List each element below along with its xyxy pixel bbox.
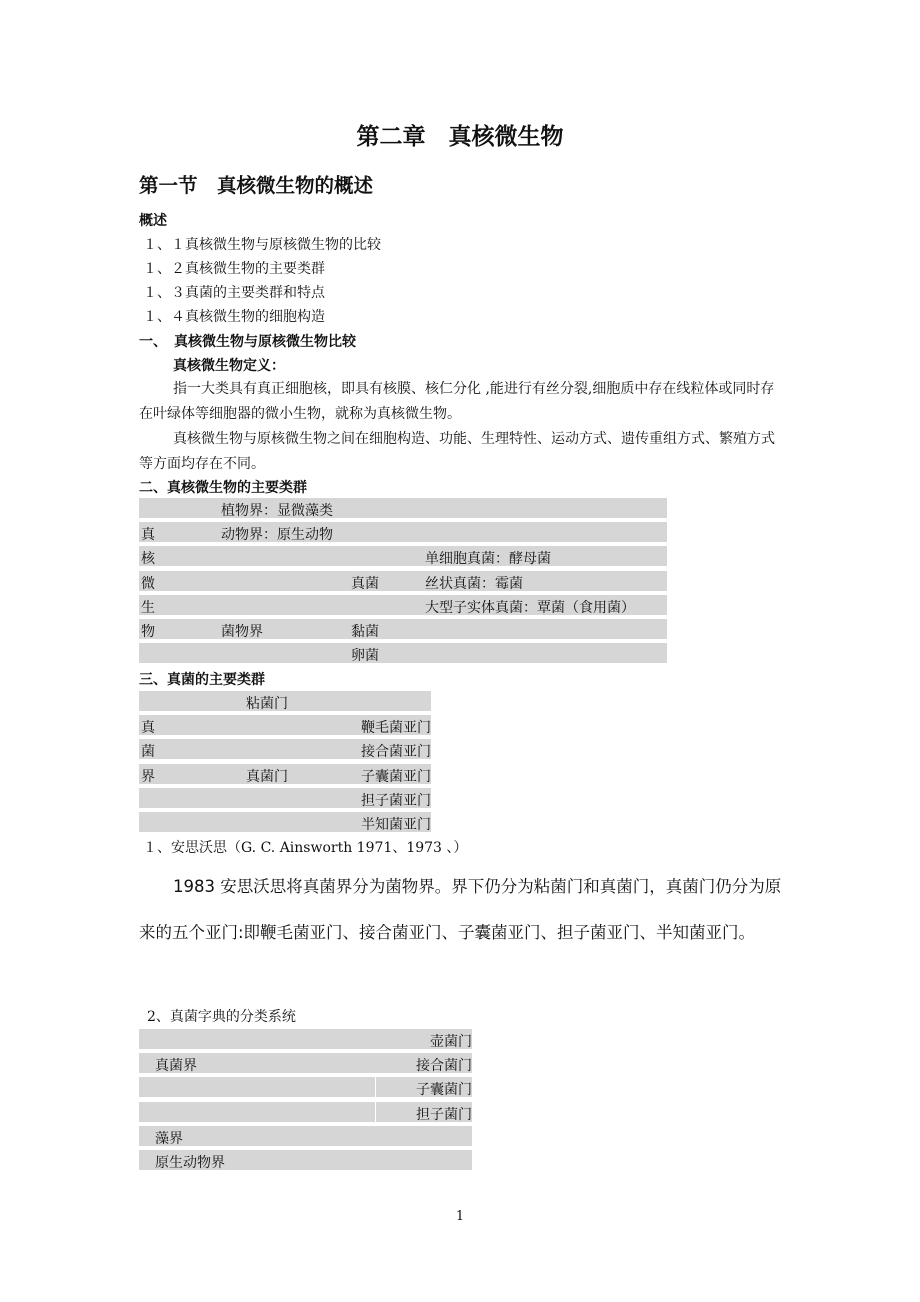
table-cell: 壶菌门 — [430, 1034, 472, 1050]
table-cell: 大型子实体真菌：覃菌（食用菌） — [425, 599, 635, 616]
overview-item: １、３真菌的主要类群和特点 — [143, 285, 325, 301]
definition-heading: 真核微生物定义： — [173, 358, 285, 374]
table-cell: 卵菌 — [351, 648, 379, 665]
table-cell: 真菌界 — [155, 1058, 197, 1075]
table-cell: 真菌 — [351, 575, 379, 592]
definition-paragraph: 指一大类具有真正细胞核，即具有核膜、核仁分化 ,能进行有丝分裂,细胞质中存在线粒体或同时存在叶绿体等细胞器的微小生物，就称为真核微生物。 — [139, 381, 775, 422]
cell-divider — [375, 1077, 376, 1097]
table-row — [139, 1126, 472, 1146]
table-cell: 粘菌门 — [246, 696, 288, 712]
table-cell: 植物界：显微藻类 — [221, 503, 333, 519]
table-cell: 动物界：原生动物 — [221, 527, 333, 544]
table-cell: 真 — [141, 527, 155, 544]
table-cell: 接合菌门 — [416, 1058, 472, 1075]
ainsworth-paragraph: 1983 安思沃思将真菌界分为菌物界。界下仍分为粘菌门和真菌门，真菌门仍分为原来的五个亚门:即鞭毛菌亚门、接合菌亚门、子囊菌亚门、担子菌亚门、半知菌亚门。 — [139, 877, 782, 942]
section-title: 第一节 真核微生物的概述 — [139, 174, 374, 197]
part1-heading: 一、 真核微生物与原核微生物比较 — [139, 334, 356, 350]
table-cell: 界 — [141, 768, 155, 785]
table-cell: 菌 — [141, 744, 155, 761]
overview-item: １、２真核微生物的主要类群 — [143, 261, 325, 277]
table-row — [139, 522, 667, 542]
table-cell: 藻界 — [155, 1130, 183, 1147]
table-row — [139, 619, 667, 639]
cell-divider — [375, 1102, 376, 1122]
table-cell: 丝状真菌：霉菌 — [425, 575, 523, 592]
table-cell: 担子菌门 — [416, 1106, 472, 1123]
table-cell: 真 — [141, 720, 155, 737]
table-row — [139, 571, 667, 591]
overview-heading: 概述 — [139, 213, 167, 229]
table-cell: 生 — [141, 599, 155, 616]
table-cell: 担子菌亚门 — [361, 792, 431, 809]
table-cell: 接合菌亚门 — [361, 744, 431, 761]
table-cell: 半知菌亚门 — [361, 817, 431, 833]
chapter-title: 第二章 真核微生物 — [356, 124, 564, 150]
comparison-paragraph: 真核微生物与原核微生物之间在细胞构造、功能、生理特性、运动方式、遗传重组方式、繁殖方式等方面均存在不同。 — [139, 431, 775, 472]
overview-item: １、４真核微生物的细胞构造 — [143, 309, 325, 325]
table-row — [139, 546, 667, 566]
overview-item: １、１真核微生物与原核微生物的比较 — [143, 237, 381, 253]
table-cell: 子囊菌亚门 — [361, 768, 431, 785]
table-cell: 鞭毛菌亚门 — [361, 720, 431, 737]
table-cell: 核 — [141, 551, 155, 568]
ainsworth-note: １、安思沃思（G. C. Ainsworth 1971、1973 、） — [143, 840, 468, 856]
part2-heading: 二、真核微生物的主要类群 — [139, 480, 307, 496]
table-row — [139, 643, 667, 663]
table-cell: 真菌门 — [246, 768, 288, 785]
table-cell: 子囊菌门 — [416, 1082, 472, 1099]
table-cell: 单细胞真菌：酵母菌 — [425, 551, 551, 568]
table-row — [139, 498, 667, 518]
part4-heading: 2、真菌字典的分类系统 — [147, 1009, 296, 1025]
table-row — [139, 1029, 472, 1049]
table-cell: 物 — [141, 624, 155, 640]
table-cell: 原生动物界 — [155, 1155, 225, 1171]
table-cell: 微 — [141, 575, 155, 592]
table-cell: 黏菌 — [351, 624, 379, 640]
page-number: 1 — [455, 1209, 465, 1224]
table-cell: 菌物界 — [221, 624, 263, 640]
part3-heading: 三、真菌的主要类群 — [139, 672, 265, 688]
